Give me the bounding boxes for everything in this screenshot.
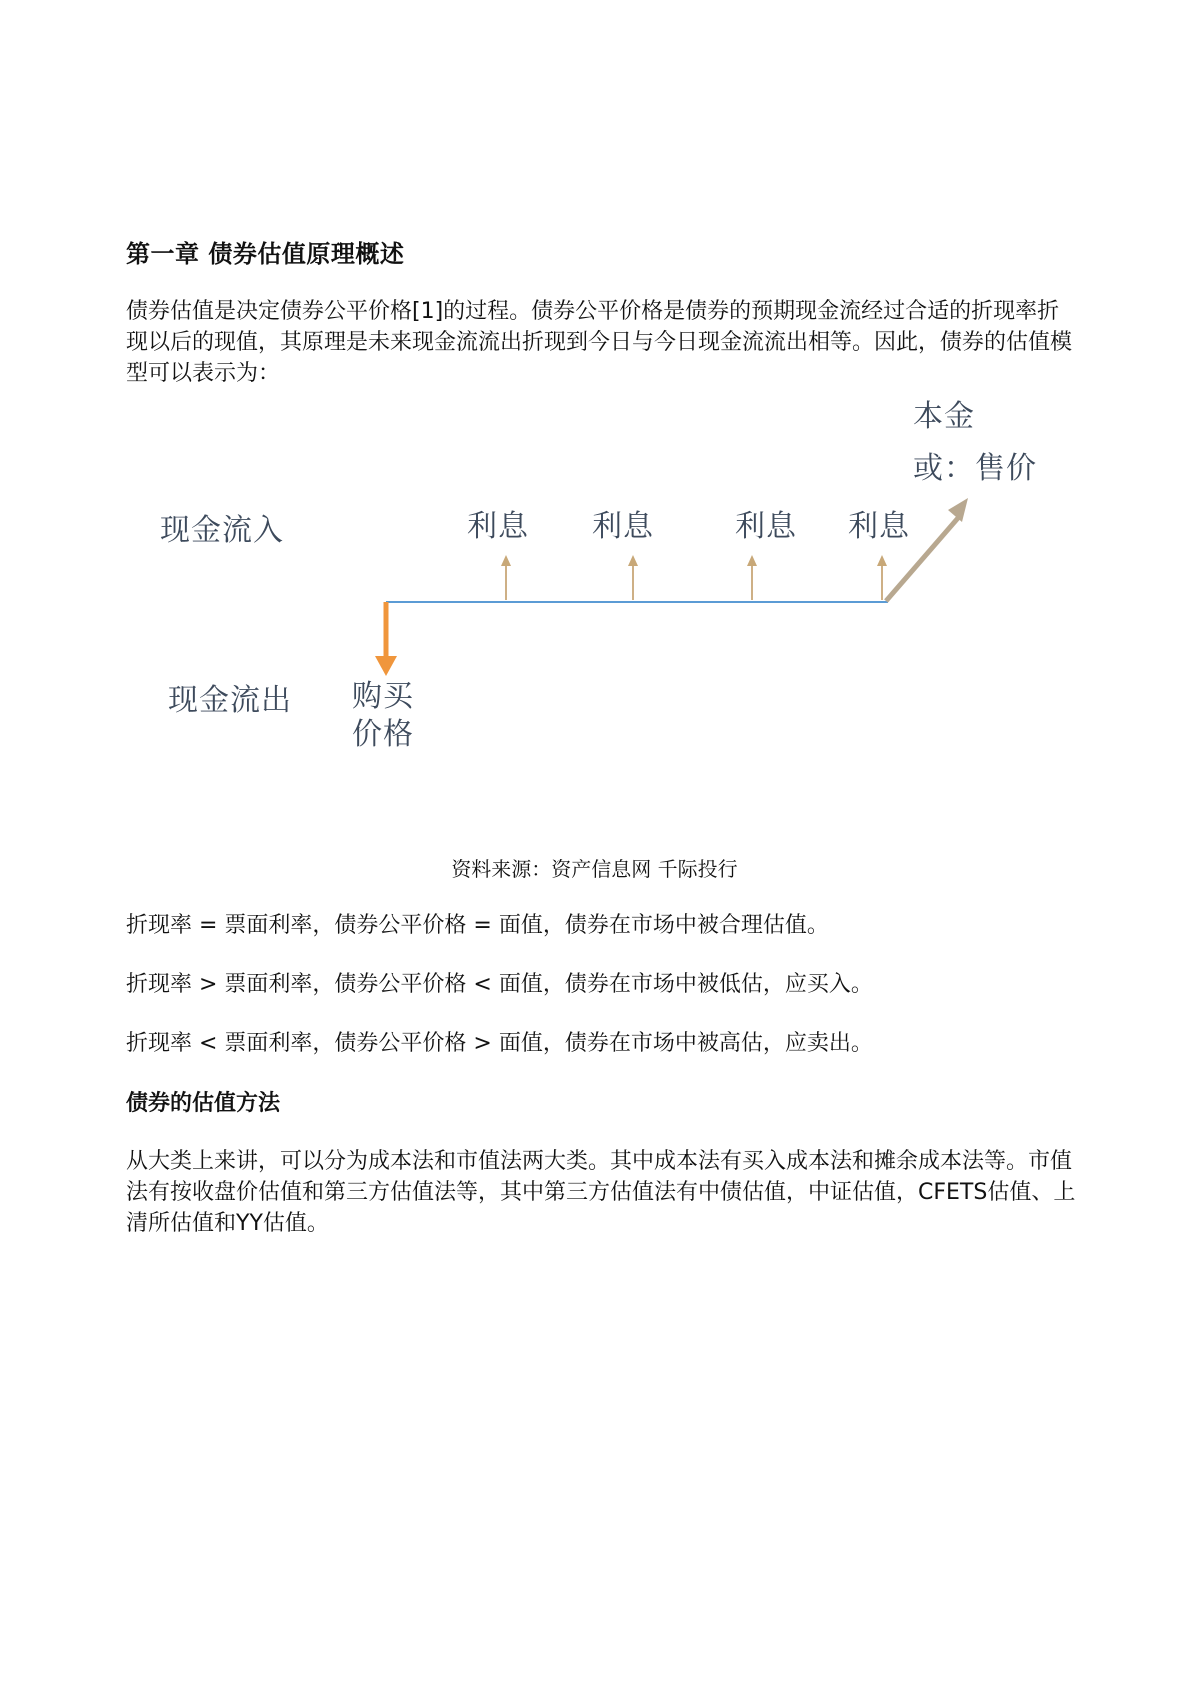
valuation-rule: 折现率 > 票面利率，债券公平价格 < 面值，债券在市场中被低估，应买入。 <box>126 972 873 997</box>
section-heading: 债券的估值方法 <box>126 1091 281 1116</box>
diagram-graphics <box>140 420 1040 820</box>
source-caption: 资料来源：资产信息网 千际投行 <box>451 857 738 881</box>
purchase-price-label-line2: 价格 <box>352 717 414 752</box>
chapter-title: 第一章 债券估值原理概述 <box>126 240 405 268</box>
interest-label: 利息 <box>848 509 910 544</box>
cash-inflow-label: 现金流入 <box>160 513 284 548</box>
interest-arrow <box>501 555 511 600</box>
intro-paragraph: 债券估值是决定债券公平价格[1]的过程。债券公平价格是债券的预期现金流经过合适的折现率折现以后的现值，其原理是未来现金流流出折现到今日与今日现金流流出相等。因此，债券的估值模型可以表示为： <box>126 299 1073 386</box>
valuation-rule: 折现率 = 票面利率，债券公平价格 = 面值，债券在市场中被合理估值。 <box>126 913 829 938</box>
valuation-rule: 折现率 < 票面利率，债券公平价格 > 面值，债券在市场中被高估，应卖出。 <box>126 1031 873 1056</box>
bond-cashflow-diagram <box>140 399 1040 820</box>
cash-outflow-label: 现金流出 <box>168 683 292 718</box>
interest-arrow <box>877 555 887 600</box>
interest-label: 利息 <box>735 509 797 544</box>
methods-paragraph: 从大类上来讲，可以分为成本法和市值法两大类。其中成本法有买入成本法和摊余成本法等。市值法有按收盘价估值和第三方估值法等，其中第三方估值法有中债估值，中证估值，CFETS估值、上清所估值和YY估值。 <box>126 1149 1076 1236</box>
interest-label: 利息 <box>467 509 529 544</box>
purchase-price-label-line1: 购买 <box>352 679 414 714</box>
purchase-price-arrow <box>375 602 397 676</box>
interest-arrow <box>628 555 638 600</box>
principal-label: 本金 <box>913 399 975 434</box>
interest-arrow <box>747 555 757 600</box>
interest-label: 利息 <box>592 509 654 544</box>
sale-price-label: 或：售价 <box>913 451 1037 486</box>
